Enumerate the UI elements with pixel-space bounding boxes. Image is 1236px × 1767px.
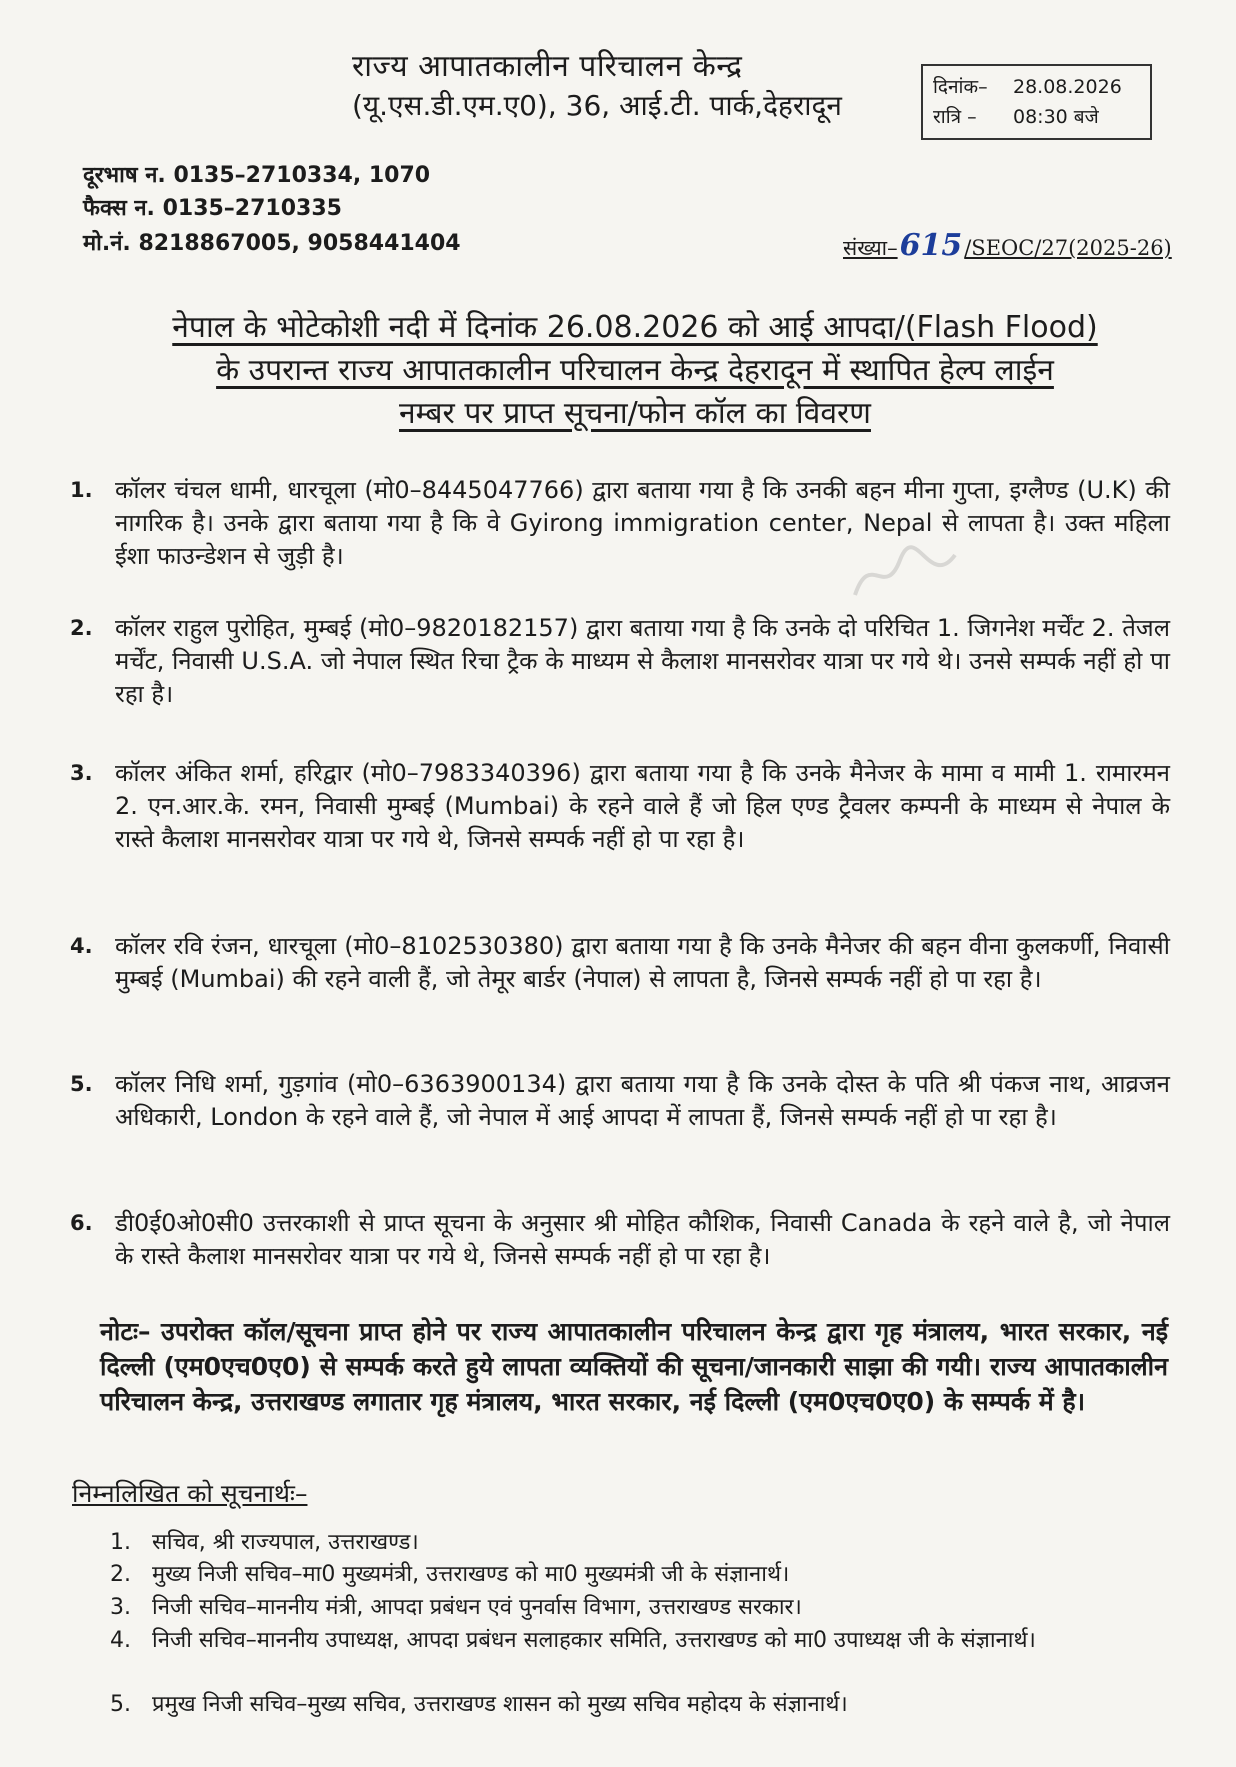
item-number: 6. xyxy=(70,1211,93,1235)
info-item-text: निजी सचिव–माननीय उपाध्यक्ष, आपदा प्रबंधन सलाहकार समिति, उत्तराखण्ड को मा0 उपाध्यक्ष जी के संज्ञानार्थ। xyxy=(152,1628,1036,1653)
item-text: कॉलर चंचल धामी, धारचूला (मो0–8445047766) द्वारा बताया गया है कि उनकी बहन मीना गुप्ता, इग्लैण्ड (U.K) की नागरिक है। उनके द्वारा बताया गया है कि वे Gyirong immigration center, Nepal से लापता है। उक्त महिला ईशा फाउन्डेशन से जुड़ी है। xyxy=(115,476,1170,570)
item-number: 1. xyxy=(70,478,93,502)
time-label: रात्रि – xyxy=(933,106,977,128)
fax-number: फैक्स न. 0135–2710335 xyxy=(83,196,342,221)
date-box xyxy=(921,64,1152,140)
signature-mark-icon xyxy=(850,540,960,610)
item-text: कॉलर अंकित शर्मा, हरिद्वार (मो0–7983340396) द्वारा बताया गया है कि उनके मैनेजर के मामा व मामी 1. रामारमन 2. एन.आर.के. रमन, निवासी मुम्बई (Mumbai) के रहने वाले हैं जो हिल एण्ड ट्रैवलर कम्पनी के माध्यम से नेपाल के रास्ते कैलाश मानसरोवर यात्रा पर गये थे, जिनसे सम्पर्क नहीं हो पा रहा है। xyxy=(115,759,1170,853)
mobile-numbers: मो.नं. 8218867005, 9058441404 xyxy=(83,231,461,256)
date-value: 28.08.2026 xyxy=(1013,76,1122,98)
info-item-text: निजी सचिव–माननीय मंत्री, आपदा प्रबंधन एवं पुनर्वास विभाग, उत्तराखण्ड सरकार। xyxy=(152,1595,802,1620)
list-item xyxy=(70,474,1170,573)
info-item-number: 2. xyxy=(110,1562,131,1587)
info-item-text: प्रमुख निजी सचिव–मुख्य सचिव, उत्तराखण्ड शासन को मुख्य सचिव महोदय के संज्ञानार्थ। xyxy=(152,1692,848,1717)
item-text: कॉलर रवि रंजन, धारचूला (मो0–8102530380) द्वारा बताया गया है कि उनके मैनेजर की बहन वीना कुलकर्णी, निवासी मुम्बई (Mumbai) की रहने वाली हैं, जो तेमूर बार्डर (नेपाल) से लापता है, जिनसे सम्पर्क नहीं हो पा रहा है। xyxy=(115,932,1170,993)
info-item-number: 3. xyxy=(110,1595,131,1620)
info-list-item xyxy=(110,1626,1175,1655)
info-list-item xyxy=(110,1593,1175,1622)
office-address: (यू.एस.डी.एम.ए0), 36, आई.टी. पार्क,देहरादून xyxy=(352,89,842,122)
list-item xyxy=(70,612,1170,711)
info-item-number: 5. xyxy=(110,1692,131,1717)
reference-prefix: संख्या– xyxy=(843,236,898,260)
document-title xyxy=(90,306,1180,435)
title-line-3: नम्बर पर प्राप्त सूचना/फोन कॉल का विवरण xyxy=(399,396,871,431)
reference-handwritten-number: 615 xyxy=(899,228,963,263)
phone-numbers: दूरभाष न. 0135–2710334, 1070 xyxy=(83,163,431,188)
list-item xyxy=(70,757,1170,856)
info-item-text: मुख्य निजी सचिव–मा0 मुख्यमंत्री, उत्तराखण्ड को मा0 मुख्यमंत्री जी के संज्ञानार्थ। xyxy=(152,1562,790,1587)
info-item-text: सचिव, श्री राज्यपाल, उत्तराखण्ड। xyxy=(152,1530,419,1555)
item-text: कॉलर निधि शर्मा, गुड़गांव (मो0–6363900134) द्वारा बताया गया है कि उनके दोस्त के पति श्री पंकज नाथ, आव्रजन अधिकारी, London के रहने वाले हैं, जो नेपाल में आई आपदा में लापता हैं, जिनसे सम्पर्क नहीं हो पा रहा है। xyxy=(115,1070,1170,1131)
info-list-item xyxy=(110,1560,1175,1589)
list-item xyxy=(70,930,1170,996)
item-number: 5. xyxy=(70,1072,93,1096)
list-item xyxy=(70,1207,1170,1273)
reference-suffix: /SEOC/27(2025-26) xyxy=(964,236,1172,260)
info-list-item xyxy=(110,1528,1175,1557)
title-line-2: के उपरान्त राज्य आपातकालीन परिचालन केन्द्र देहरादून में स्थापित हेल्प लाईन xyxy=(216,353,1054,388)
note-paragraph: नोटः– उपरोक्त कॉल/सूचना प्राप्त होने पर राज्य आपातकालीन परिचालन केन्द्र द्वारा गृह मंत्रालय, भारत सरकार, नई दिल्ली (एम0एच0ए0) से सम्पर्क करते हुये लापता व्यक्तियों की सूचना/जानकारी साझा की गयी। राज्य आपातकालीन परिचालन केन्द्र, उत्तराखण्ड लगातार गृह मंत्रालय, भारत सरकार, नई दिल्ली (एम0एच0ए0) के सम्पर्क में है। xyxy=(100,1317,1168,1416)
info-item-number: 4. xyxy=(110,1628,131,1653)
info-list-item xyxy=(110,1690,1175,1719)
time-value: 08:30 बजे xyxy=(1013,106,1099,128)
title-line-1: नेपाल के भोटेकोशी नदी में दिनांक 26.08.2026 को आई आपदा/(Flash Flood) xyxy=(172,310,1098,345)
reference-number xyxy=(843,228,1172,263)
item-text: डी0ई0ओ0सी0 उत्तरकाशी से प्राप्त सूचना के अनुसार श्री मोहित कौशिक, निवासी Canada के रहने वाले है, जो नेपाल के रास्ते कैलाश मानसरोवर यात्रा पर गये थे, जिनसे सम्पर्क नहीं हो पा रहा है। xyxy=(115,1209,1170,1270)
date-label: दिनांक– xyxy=(933,76,988,98)
item-text: कॉलर राहुल पुरोहित, मुम्बई (मो0–9820182157) द्वारा बताया गया है कि उनके दो परिचित 1. जिगनेश मर्चेंट 2. तेजल मर्चेंट, निवासी U.S.A. जो नेपाल स्थित रिचा ट्रैक के माध्यम से कैलाश मानसरोवर यात्रा पर गये थे। उनसे सम्पर्क नहीं हो पा रहा है। xyxy=(115,614,1170,708)
item-number: 2. xyxy=(70,616,93,640)
item-number: 3. xyxy=(70,761,93,785)
info-heading: निम्नलिखित को सूचनार्थः– xyxy=(72,1479,308,1508)
info-item-number: 1. xyxy=(110,1530,131,1555)
list-item xyxy=(70,1068,1170,1134)
item-number: 4. xyxy=(70,934,93,958)
office-name: राज्य आपातकालीन परिचालन केन्द्र xyxy=(352,49,743,84)
